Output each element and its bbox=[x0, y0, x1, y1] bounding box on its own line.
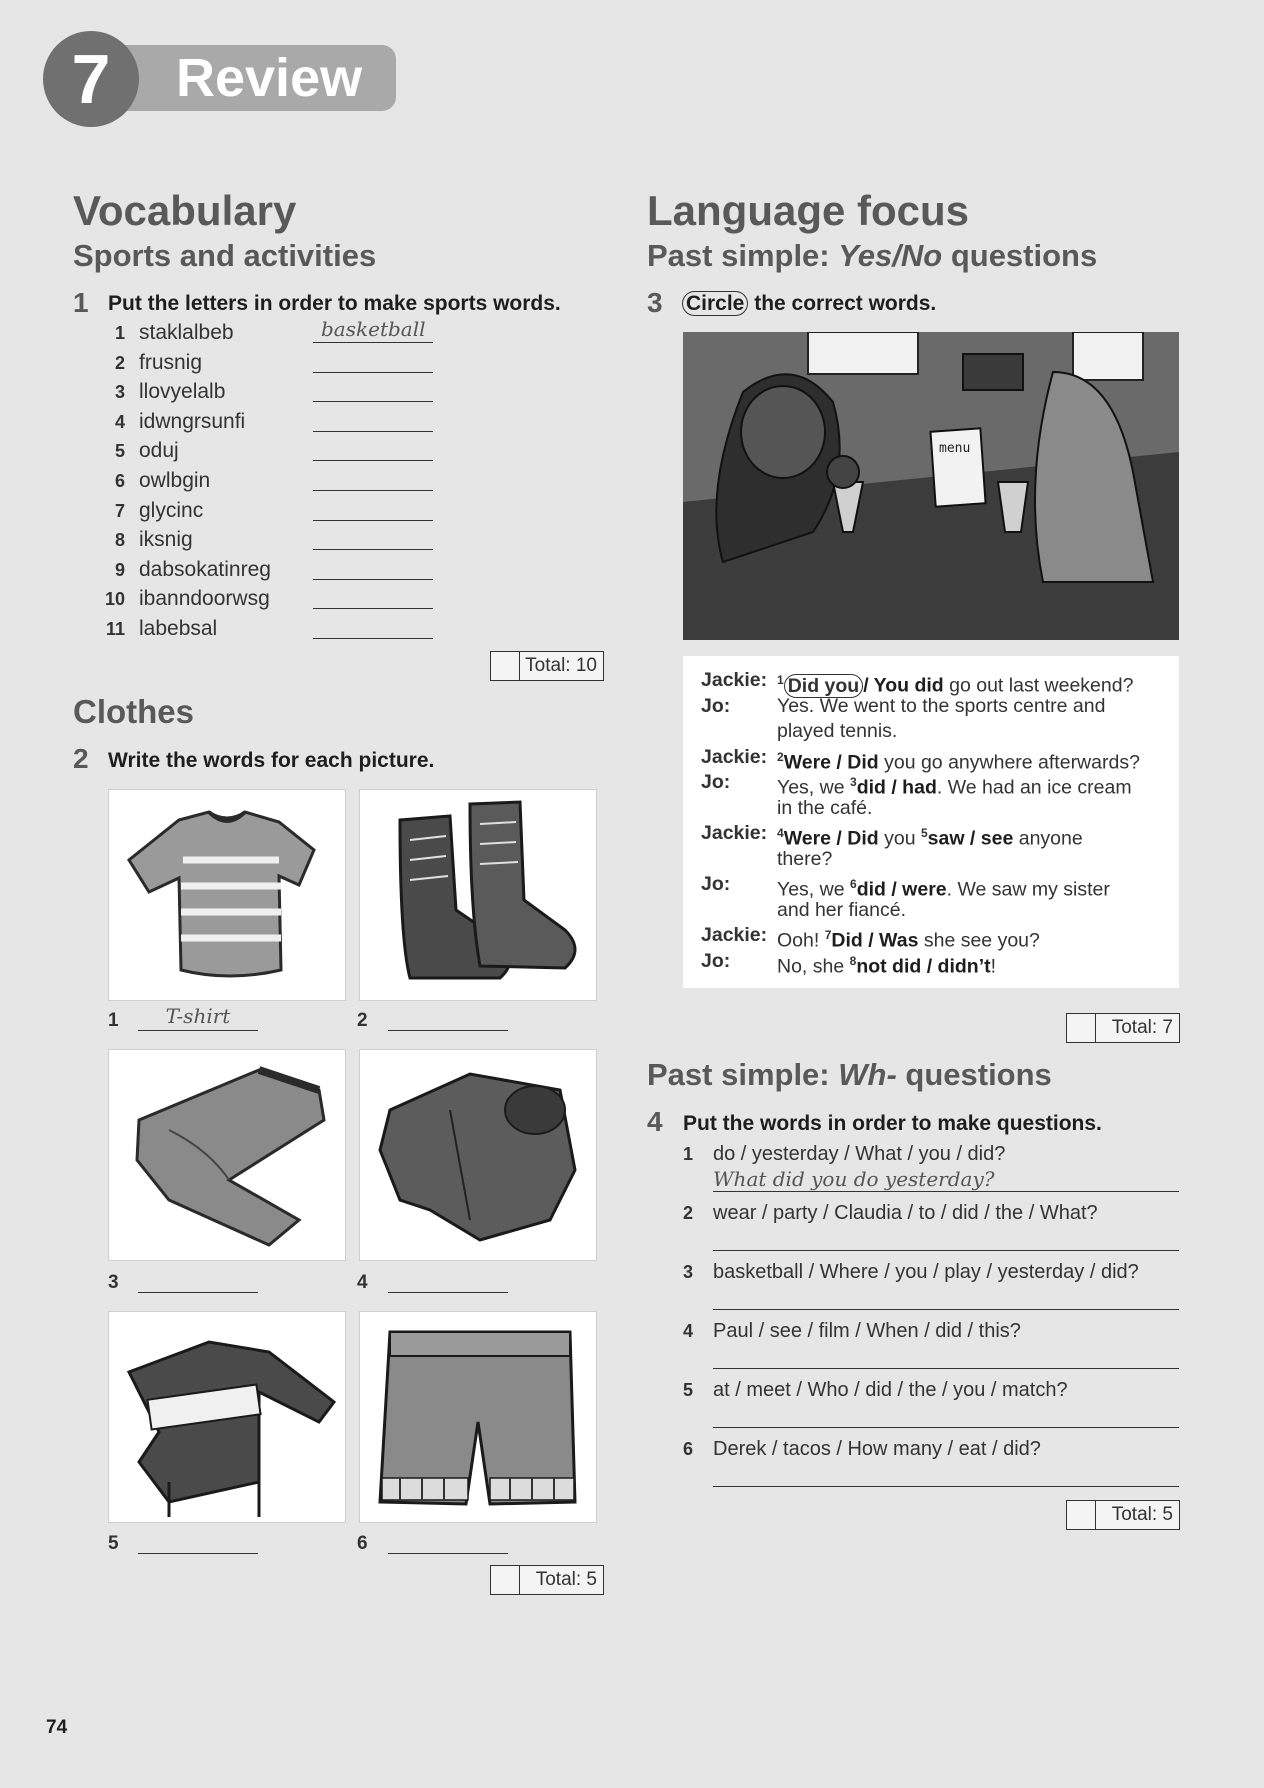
subheading-suffix: questions bbox=[942, 238, 1098, 273]
exercise-2-number: 2 bbox=[73, 743, 89, 774]
dialogue-speaker: Jo: bbox=[701, 873, 731, 895]
item-number: 3 bbox=[114, 382, 125, 403]
dialogue-speaker: Jo: bbox=[701, 949, 731, 972]
answer-line[interactable] bbox=[313, 401, 433, 402]
answer-line[interactable] bbox=[713, 1309, 1179, 1310]
item-number: 6 bbox=[683, 1439, 694, 1459]
jumbled-words: basketball / Where / you / play / yesterday / did? bbox=[713, 1261, 1139, 1283]
exercise-4-instruction: Put the words in order to make questions. bbox=[683, 1112, 1102, 1135]
dialogue-text: she see you? bbox=[918, 929, 1040, 952]
scrambled-word: staklalbeb bbox=[139, 321, 234, 344]
scrambled-word: dabsokatinreg bbox=[139, 557, 271, 581]
subheading-prefix: Past simple: bbox=[647, 1057, 839, 1092]
item-number: 7 bbox=[114, 500, 125, 521]
question-number: 2 bbox=[777, 749, 784, 764]
scrambled-word: owlbgin bbox=[139, 469, 211, 492]
dialogue-text: Ooh! bbox=[777, 929, 825, 952]
jumbled-words: do / yesterday / What / you / did? bbox=[713, 1143, 1006, 1165]
answer-line[interactable] bbox=[313, 608, 433, 609]
tracksuit-icon bbox=[109, 1312, 345, 1522]
dialogue-text: in the café. bbox=[777, 796, 873, 819]
vocabulary-heading: Vocabulary bbox=[73, 187, 297, 234]
cafe-scene-icon bbox=[683, 332, 1179, 640]
answer-text: What did you do yesterday? bbox=[713, 1167, 995, 1191]
dialogue-text: Yes. We went to the sports centre and bbox=[777, 694, 1106, 717]
answer-line[interactable] bbox=[713, 1191, 1179, 1192]
dialogue-text: and her fiancé. bbox=[777, 898, 907, 921]
item-number: 6 bbox=[114, 471, 125, 491]
item-number: 8 bbox=[114, 530, 125, 551]
question-number: 3 bbox=[850, 775, 857, 789]
dialogue-text: . We had an ice cream bbox=[936, 776, 1132, 799]
answer-line[interactable] bbox=[313, 549, 433, 550]
item-number: 2 bbox=[114, 352, 125, 373]
answer-line[interactable] bbox=[713, 1250, 1179, 1251]
dialogue-speaker: Jackie: bbox=[701, 924, 768, 946]
dialogue-line bbox=[777, 694, 1105, 719]
circled-answer[interactable]: Did you bbox=[784, 674, 864, 698]
question-number: 7 bbox=[824, 928, 832, 942]
dialogue-text: anyone bbox=[1013, 827, 1083, 850]
score-box[interactable] bbox=[491, 1566, 520, 1594]
question-number: 5 bbox=[920, 826, 928, 840]
picture-5-number: 5 bbox=[108, 1533, 119, 1554]
dialogue-speaker: Jackie: bbox=[701, 822, 768, 844]
answer-line[interactable] bbox=[713, 1368, 1179, 1369]
scrambled-word: idwngrsunfi bbox=[139, 409, 246, 433]
picture-1-number: 1 bbox=[108, 1010, 119, 1031]
jeans-icon bbox=[109, 1050, 345, 1260]
jumbled-words: at / meet / Who / did / the / you / match? bbox=[713, 1379, 1068, 1401]
answer-text: basketball bbox=[321, 317, 426, 341]
item-number: 5 bbox=[114, 441, 125, 462]
exercise-1-number: 1 bbox=[73, 287, 89, 318]
scrambled-word: labebsal bbox=[139, 617, 218, 640]
shorts-icon bbox=[360, 1312, 596, 1522]
picture-2-answer[interactable] bbox=[388, 1004, 508, 1031]
answer-choice[interactable]: did / were bbox=[856, 878, 947, 901]
score-box[interactable] bbox=[1067, 1014, 1096, 1042]
question-number: 6 bbox=[850, 877, 857, 891]
wh-subheading bbox=[647, 1059, 1052, 1090]
answer-line[interactable] bbox=[313, 372, 433, 373]
circle-word: Circle bbox=[682, 291, 748, 316]
exercise-3-instruction bbox=[682, 293, 936, 314]
picture-tracksuit bbox=[108, 1311, 346, 1523]
dialogue-speaker: Jo: bbox=[701, 694, 731, 717]
dialogue-box bbox=[683, 656, 1179, 988]
dialogue-text: ! bbox=[990, 955, 997, 977]
score-box[interactable] bbox=[1067, 1501, 1096, 1529]
answer-line[interactable] bbox=[313, 490, 433, 491]
answer-choice[interactable]: not did / didn’t bbox=[856, 955, 991, 977]
answer-line[interactable] bbox=[313, 342, 433, 343]
answer-choice[interactable]: / You did bbox=[863, 674, 944, 697]
picture-shorts bbox=[359, 1311, 597, 1523]
picture-jeans bbox=[108, 1049, 346, 1261]
picture-jacket bbox=[359, 1049, 597, 1261]
unit-number: 7 bbox=[43, 31, 139, 127]
vocabulary-subheading: Sports and activities bbox=[73, 238, 377, 273]
scrambled-word: llovyelalb bbox=[139, 380, 226, 404]
picture-3-answer[interactable] bbox=[138, 1266, 258, 1293]
dialogue-text: go out last weekend? bbox=[943, 674, 1134, 697]
scrambled-word: iksnig bbox=[139, 528, 193, 552]
question-number: 4 bbox=[777, 826, 784, 840]
scrambled-word: frusnig bbox=[139, 350, 203, 374]
answer-choice[interactable]: Did / Was bbox=[831, 929, 919, 952]
exercise-2-instruction: Write the words for each picture. bbox=[108, 749, 435, 772]
exercise-4-number: 4 bbox=[647, 1106, 663, 1137]
scrambled-word: ibanndoorwsg bbox=[139, 587, 270, 611]
total-label: Total: 5 bbox=[535, 1569, 597, 1590]
picture-1-answer[interactable]: T-shirt bbox=[138, 1004, 258, 1031]
item-number: 11 bbox=[105, 619, 125, 639]
question-number: 8 bbox=[849, 953, 857, 968]
dialogue-text: you bbox=[878, 827, 921, 850]
picture-4-number: 4 bbox=[357, 1272, 368, 1293]
answer-choice[interactable]: did / had bbox=[856, 776, 937, 799]
dialogue-line bbox=[777, 796, 872, 821]
item-number: 3 bbox=[683, 1262, 694, 1282]
t-shirt-icon bbox=[109, 790, 345, 1000]
exercise-3-number: 3 bbox=[647, 287, 663, 318]
yes-no-subheading bbox=[647, 240, 1097, 271]
item-number: 5 bbox=[683, 1380, 694, 1400]
total-label: Total: 5 bbox=[1111, 1504, 1173, 1525]
total-label: Total: 7 bbox=[1111, 1017, 1173, 1038]
answer-line[interactable] bbox=[313, 520, 433, 521]
answer-choice[interactable]: Were / Did bbox=[783, 827, 879, 850]
dialogue-line bbox=[777, 898, 906, 923]
answer-line[interactable] bbox=[313, 638, 433, 639]
dialogue-text: Yes, we bbox=[777, 776, 850, 799]
dialogue-speaker: Jo: bbox=[701, 771, 731, 793]
jacket-icon bbox=[360, 1050, 596, 1260]
answer-line[interactable] bbox=[713, 1486, 1179, 1487]
scrambled-word: oduj bbox=[139, 439, 179, 463]
score-box[interactable] bbox=[491, 652, 520, 680]
total-label: Total: 10 bbox=[525, 655, 597, 676]
scene-menu-label: menu bbox=[939, 441, 971, 456]
dialogue-line bbox=[777, 949, 996, 980]
answer-choice[interactable]: saw / see bbox=[927, 827, 1014, 850]
answer-line[interactable] bbox=[713, 1427, 1179, 1428]
picture-boots bbox=[359, 789, 597, 1001]
dialogue-text: there? bbox=[777, 847, 833, 870]
boots-icon bbox=[360, 790, 596, 1000]
answer-choice[interactable]: Were / Did bbox=[783, 751, 879, 773]
item-number: 4 bbox=[114, 411, 125, 432]
dialogue-line bbox=[777, 719, 897, 744]
dialogue-text: . We saw my sister bbox=[946, 878, 1110, 901]
subheading-emphasis: Yes/No bbox=[838, 238, 943, 273]
dialogue-speaker: Jackie: bbox=[701, 669, 768, 691]
picture-t-shirt bbox=[108, 789, 346, 1001]
picture-6-answer[interactable] bbox=[388, 1527, 508, 1554]
item-number: 2 bbox=[683, 1203, 694, 1223]
jumbled-words: Derek / tacos / How many / eat / did? bbox=[713, 1438, 1041, 1460]
item-number: 4 bbox=[683, 1321, 694, 1341]
dialogue-text: you go anywhere afterwards? bbox=[878, 751, 1140, 773]
jumbled-words: wear / party / Claudia / to / did / the / What? bbox=[713, 1202, 1098, 1224]
subheading-emphasis: Wh- bbox=[838, 1057, 897, 1092]
page-number: 74 bbox=[46, 1717, 68, 1738]
picture-5-answer[interactable] bbox=[138, 1527, 258, 1554]
jumbled-words: Paul / see / film / When / did / this? bbox=[713, 1320, 1021, 1342]
question-number: 1 bbox=[777, 673, 784, 687]
exercise-3-total bbox=[1066, 1013, 1180, 1043]
item-number: 9 bbox=[114, 559, 125, 580]
answer-line[interactable] bbox=[313, 431, 433, 432]
cafe-illustration bbox=[683, 332, 1179, 640]
instruction-rest: the correct words. bbox=[748, 292, 937, 315]
item-number: 1 bbox=[683, 1144, 694, 1164]
picture-3-number: 3 bbox=[108, 1272, 119, 1293]
unit-title: Review bbox=[176, 48, 363, 108]
item-number: 10 bbox=[105, 589, 126, 610]
dialogue-text: played tennis. bbox=[777, 720, 898, 742]
exercise-1-total bbox=[490, 651, 604, 681]
exercise-1-instruction: Put the letters in order to make sports words. bbox=[108, 292, 561, 315]
exercise-2-total bbox=[490, 1565, 604, 1595]
picture-2-number: 2 bbox=[357, 1010, 368, 1031]
scrambled-word: glycinc bbox=[139, 498, 204, 522]
item-number: 1 bbox=[114, 323, 125, 343]
answer-line[interactable] bbox=[313, 460, 433, 461]
subheading-prefix: Past simple: bbox=[647, 238, 839, 273]
dialogue-line bbox=[777, 847, 832, 872]
clothes-heading: Clothes bbox=[73, 693, 195, 730]
picture-6-number: 6 bbox=[357, 1533, 368, 1554]
picture-4-answer[interactable] bbox=[388, 1266, 508, 1293]
subheading-suffix: questions bbox=[896, 1057, 1052, 1092]
language-focus-heading: Language focus bbox=[647, 187, 970, 234]
exercise-4-total bbox=[1066, 1500, 1180, 1530]
dialogue-speaker: Jackie: bbox=[701, 745, 768, 768]
dialogue-text: No, she bbox=[777, 955, 850, 977]
answer-line[interactable] bbox=[313, 579, 433, 580]
dialogue-text: Yes, we bbox=[777, 878, 850, 901]
